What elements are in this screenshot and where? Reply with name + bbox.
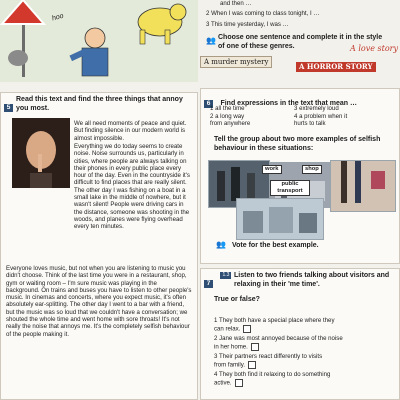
exercise-5-title: Read this text and find the three things that annoy you most. <box>16 96 183 112</box>
group-icon: 👥 <box>206 36 216 45</box>
top-list-item-3: 3 This time yesterday, I was … <box>206 20 289 28</box>
exercise-6-number: 6 <box>204 100 213 108</box>
top-list <box>206 0 396 28</box>
genre-murder-mystery: A murder mystery <box>200 56 272 68</box>
label-public-transport: public transport <box>270 180 310 196</box>
photo-public-transport <box>236 198 324 240</box>
tf-item-3-text: 3 Their partners react differently to visits from family. <box>214 353 323 369</box>
exercise-7-number: 7 <box>204 280 213 288</box>
label-shop: shop <box>302 165 322 174</box>
vote-group-icon: 👥 <box>216 240 226 249</box>
exercise-5-para3: Everyone loves music, but not when you are listening to music you didn't choose. Think of the last time you were in a restaurant, shop, gym or waiting room – I'm sure music was playing in the background. On trains and buses you have to listen to other people's music. In cinemas and concerts, where you expect music, it's often absolutely ear-splitting. The other day I went to a bar with a friend, but the music was so loud that we couldn't have a conversation; we shouted the whole time and went home with sore throats! It's not really the noise that annoys me. It's the completely selfish behaviour of the people making it. <box>6 265 192 338</box>
tf-item-4-text: 4 They both find it relaxing to do something active. <box>214 371 331 387</box>
exercise-6-item-1: 1 all the time <box>210 105 245 112</box>
tf-item-2-text: 2 Jane was most annoyed because of the noise in her home. <box>214 335 343 351</box>
woman-photo <box>12 118 70 188</box>
exercise-6-item-2: 2 a long way from anywhere <box>210 113 251 128</box>
label-work: work <box>262 165 282 174</box>
woman-shushing-image <box>12 118 70 188</box>
photo-legs-shopping <box>330 160 396 212</box>
exercise-5-para2: Everything we do today seems to create noise. Noise surrounds us, particularly in cities, where people are always talking on their phones in every public place every hour of the day. Even in the countryside it's difficult to find places that are really silent. The other day I was fishing on a boat in a small lake in the middle of nowhere, but it wasn't silent! People were driving cars in the distance, someone was shooting in the woods, and planes were flying overhead every ten minutes. <box>74 143 190 231</box>
tf-item-4 <box>214 364 394 387</box>
cartoon-illustration <box>0 0 198 82</box>
genres-instruction: Choose one sentence and complete it in the style of one of these genres. <box>218 34 383 50</box>
exercise-7-header <box>204 272 394 290</box>
speech-sign-text: hoo <box>51 12 65 23</box>
genre-horror-story: A HORROR STORY <box>296 62 376 72</box>
exercise-6-item-3: 3 extremely loud <box>294 105 339 112</box>
genre-tags <box>200 44 400 78</box>
true-false-heading: True or false? <box>214 296 260 303</box>
tf-item-1-text: 1 They both have a special place where they can relax. <box>214 317 335 333</box>
top-list-item-then: and then … <box>220 0 252 7</box>
exercise-7-title: Listen to two friends talking about visitors and relaxing in their 'me time'. <box>234 272 390 288</box>
cartoon-drawing <box>0 0 198 82</box>
exercise-5-header <box>4 96 192 114</box>
audio-track-badge: 1.3 <box>222 272 230 278</box>
tf-checkbox-4[interactable] <box>235 379 243 387</box>
exercise-5-number: 5 <box>4 104 13 112</box>
genre-love-story: A love story <box>350 44 398 53</box>
top-list-item-2: 2 When I was coming to class tonight, I … <box>206 10 320 18</box>
exercise-6-title: Find expressions in the text that mean … <box>220 100 357 107</box>
exercise-6-vote: Vote for the best example. <box>232 242 319 249</box>
exercise-5-para1: We all need moments of peace and quiet. But finding silence in our modern world is almost impossible. <box>74 120 187 142</box>
exercise-6-subhead: Tell the group about two more examples of selfish behaviour in these situations: <box>214 136 381 152</box>
exercise-6-item-4: 4 a problem when it hurts to talk <box>294 113 348 128</box>
